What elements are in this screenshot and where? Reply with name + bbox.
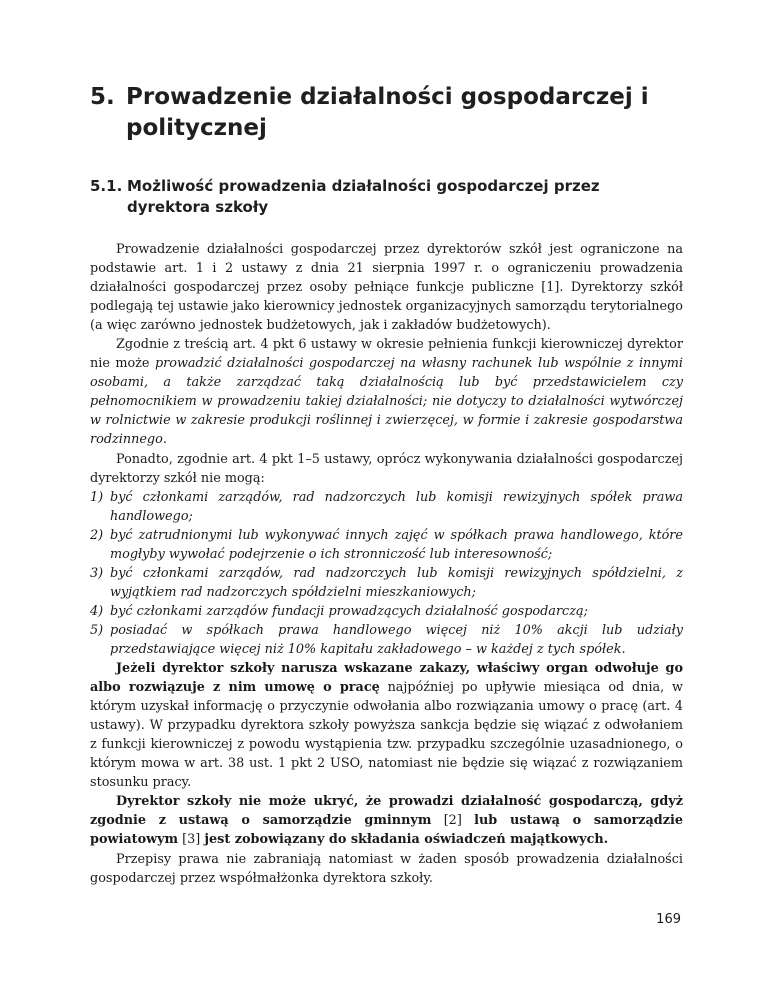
list-item-text: być zatrudnionymi lub wykonywać innych zajęć w spółkach prawa handlowego, które mogłyby wywołać podejrzenie o ich stronniczość lub interesowność; (110, 527, 683, 562)
section-number: 5.1. (90, 177, 123, 195)
paragraph-2-quote: prowadzić działalności gospodarczej na własny rachunek lub wspólnie z innymi osobami, a także zarządzać taką działalnością lub być przedstawicielem czy pełnomocnikiem w prowadzeniu takiej działalności; nie dotyczy to działalności wytwórczej w rolnictwie w zakresie produkcji roślinnej i zwierzęcej, w formie i zakresie gospodarstwa rodzinnego (90, 356, 683, 448)
paragraph-2 (90, 335, 683, 449)
citation-3: [3] (178, 832, 205, 848)
list-item (90, 602, 683, 621)
body-text (90, 240, 683, 888)
paragraph-5 (90, 792, 683, 849)
list-item (90, 564, 683, 602)
list-item-number: 2) (90, 527, 104, 543)
paragraph-4-bold: Jeżeli dyrektor szkoły narusza wskazane zakazy, właściwy organ odwołuje go albo rozwiązuje z nim umowę o pracę (90, 661, 683, 696)
list-item-text: posiadać w spółkach prawa handlowego więcej niż 10% akcji lub udziały przedstawiające więcej niż 10% kapitału zakładowego – w każdej z tych spółek. (110, 622, 683, 657)
list-item (90, 526, 683, 564)
paragraph-3: Ponadto, zgodnie art. 4 pkt 1–5 ustawy, oprócz wykonywania działalności gospodarczej dyrektorzy szkół nie mogą: (90, 451, 683, 486)
list-item-text: być członkami zarządów fundacji prowadzących działalność gospodarczą; (110, 603, 588, 619)
section-heading (90, 176, 683, 218)
paragraph-2-intro: Zgodnie z treścią art. 4 pkt 6 ustawy w okresie pełnienia funkcji kierowniczej dyrektor nie może (90, 337, 683, 372)
paragraph-5-bold-1: Dyrektor szkoły nie może ukryć, że prowadzi działalność gospodarczą, gdyż zgodnie z ustawą o samorządzie gminnym (90, 794, 683, 829)
list-item-number: 1) (90, 489, 104, 505)
paragraph-1: Prowadzenie działalności gospodarczej przez dyrektorów szkół jest ograniczone na podstawie art. 1 i 2 ustawy z dnia 21 sierpnia 1997 r. o ograniczeniu prowadzenia działalności gospodarczej przez osoby pełniące funkcje publiczne [1]. Dyrektorzy szkół podlegają tej ustawie jako kierownicy jednostek organizacyjnych samorządu terytorialnego (a więc zarówno jednostek budżetowych, jak i zakładów budżetowych). (90, 242, 683, 334)
list-item (90, 488, 683, 526)
list-item-number: 5) (90, 622, 104, 638)
page-content (90, 82, 683, 888)
chapter-title: Prowadzenie działalności gospodarczej i politycznej (126, 84, 649, 141)
list-item-number: 3) (90, 565, 104, 581)
paragraph-4-rest: najpóźniej po upływie miesiąca od dnia, w którym uzyskał informację o przyczynie odwołania albo rozwiązania umowy o pracę (art. 4 ustawy). W przypadku dyrektora szkoły powyższa sankcja będzie się wiązać z odwołaniem z funkcji kierowniczej z powodu wystąpienia tzw. przypadku szczególnie uzasadnionego, o którym mowa w art. 38 ust. 1 pkt 2 USO, natomiast nie będzie się wiązać z rozwiązaniem stosunku pracy. (90, 680, 683, 791)
paragraph-2-end: . (162, 432, 167, 448)
prohibitions-list (90, 488, 683, 659)
paragraph-5-bold-3: jest zobowiązany do składania oświadczeń majątkowych. (204, 832, 609, 848)
list-item-number: 4) (90, 603, 104, 619)
list-item-text: być członkami zarządów, rad nadzorczych lub komisji rewizyjnych spółdzielni, z wyjątkiem rad nadzorczych spółdzielni mieszkaniowych; (110, 565, 683, 600)
citation-2: [2] (431, 813, 475, 829)
paragraph-5-bold-2: lub ustawą o samorządzie powiatowym (90, 813, 684, 848)
paragraph-4 (90, 659, 683, 792)
page-number: 169 (656, 912, 681, 927)
chapter-number: 5. (90, 84, 115, 110)
list-item (90, 621, 683, 659)
chapter-heading (90, 82, 683, 144)
paragraph-6: Przepisy prawa nie zabraniają natomiast w żaden sposób prowadzenia działalności gospodarczej przez współmałżonka dyrektora szkoły. (90, 851, 683, 886)
list-item-text: być członkami zarządów, rad nadzorczych lub komisji rewizyjnych spółek prawa handlowego; (110, 489, 683, 524)
section-title: Możliwość prowadzenia działalności gospodarczej przez dyrektora szkoły (127, 177, 600, 216)
